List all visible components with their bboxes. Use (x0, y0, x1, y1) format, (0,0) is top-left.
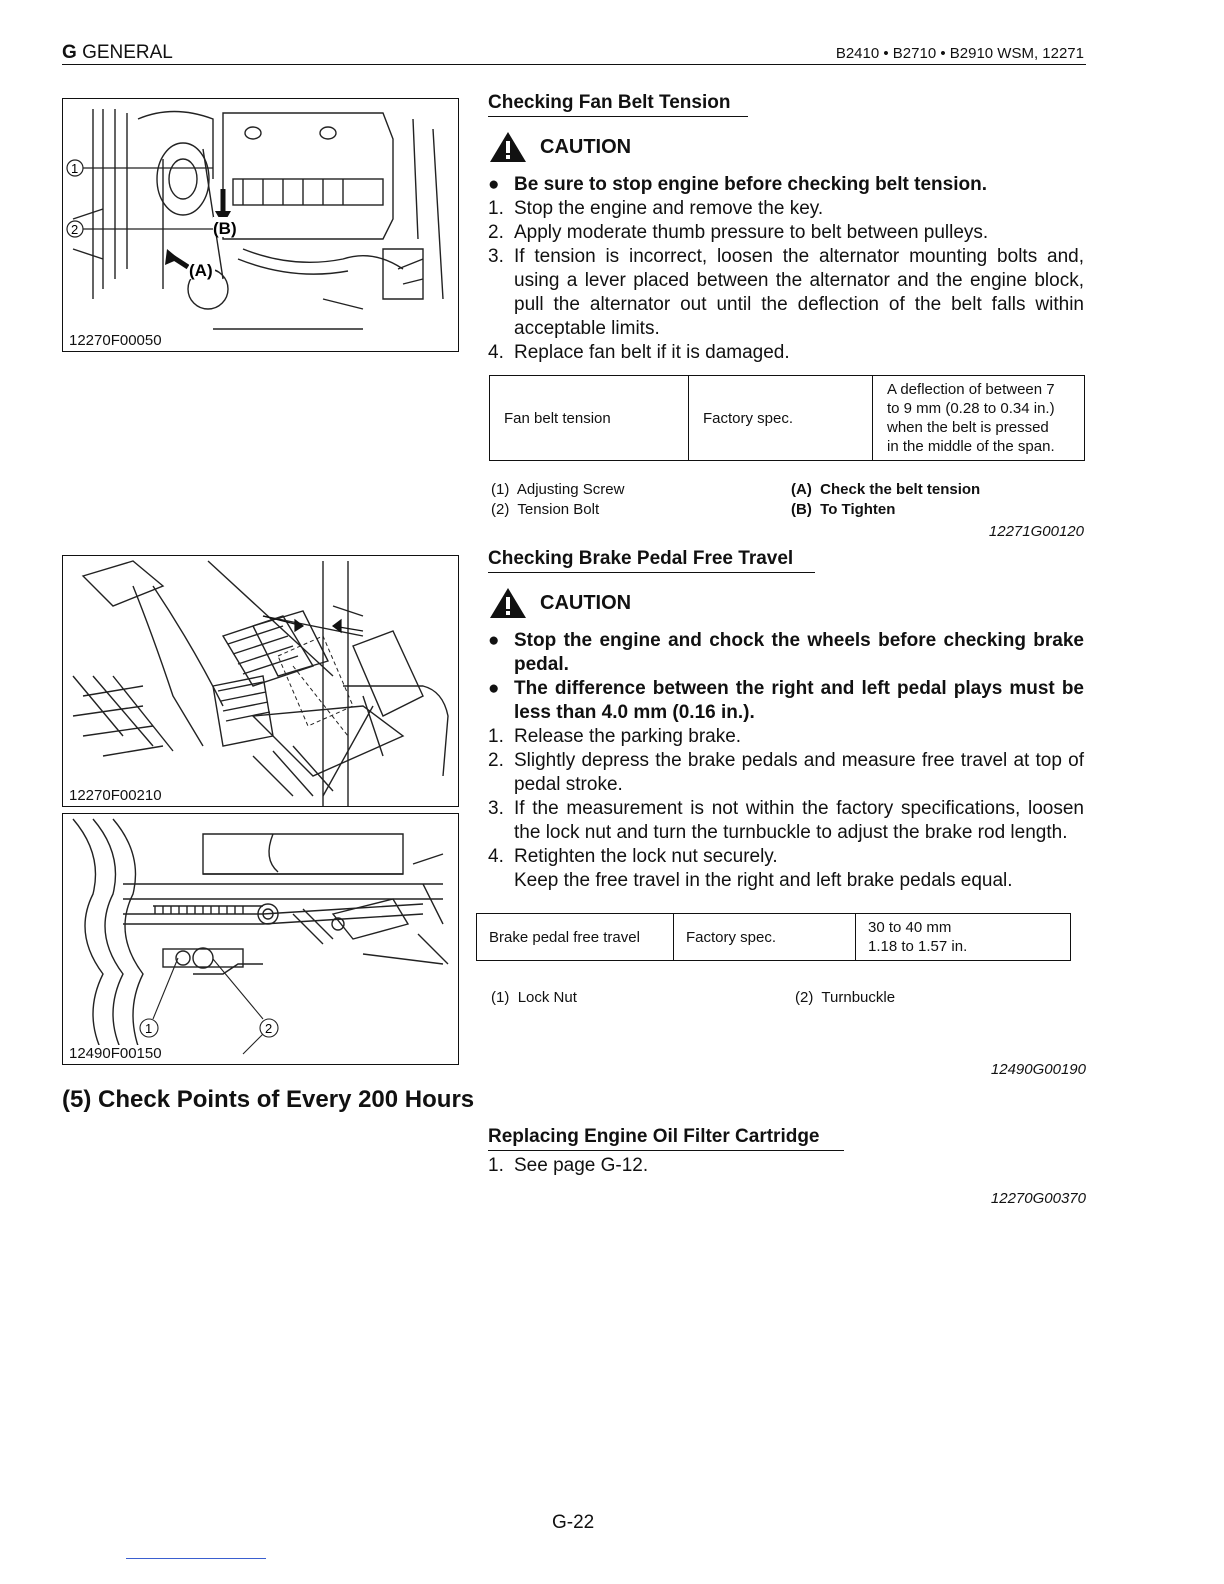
doc-code: 12490G00190 (990, 1061, 1086, 1078)
step: 1. See page G-12. (488, 1155, 649, 1176)
spec-value: A deflection of between 7 to 9 mm (0.28 to 0.34 in.) when the belt is pressed in the middle of the span. (873, 376, 1085, 461)
figure-fan-belt (62, 98, 459, 352)
brake-caution (488, 586, 631, 620)
fan-belt-title: Checking Fan Belt Tension (488, 92, 748, 117)
step: 1. Release the parking brake. (488, 726, 742, 747)
spec-item: Fan belt tension (490, 376, 689, 461)
oil-filter-title: Replacing Engine Oil Filter Cartridge (488, 1126, 844, 1151)
fan-belt-caution (488, 130, 631, 164)
step: 1. Stop the engine and remove the key. (488, 198, 824, 219)
figure-code: 12270F00210 (69, 787, 162, 804)
oil-filter-instructions (488, 1154, 1084, 1178)
callout-a: (A) (189, 261, 213, 280)
caution-label: CAUTION (540, 135, 632, 158)
bullet-icon: ● (488, 678, 500, 699)
warning-triangle-icon (488, 130, 528, 164)
spec-type: Factory spec. (689, 376, 873, 461)
legend-item: (B) To Tighten (791, 501, 896, 518)
caution-bullet: ● Stop the engine and chock the wheels before checking brake pedal. (488, 630, 1084, 675)
bullet-icon: ● (488, 630, 500, 651)
step: 3. If the measurement is not within the factory specifications, loosen the lock nut and turn the turnbuckle to adjust the brake rod length. (488, 798, 1084, 843)
step: 4. Retighten the lock nut securely. Keep the free travel in the right and left brake pedals equal. (488, 846, 1013, 891)
section-name: GENERAL (82, 42, 173, 63)
figure-code: 12270F00050 (69, 332, 162, 349)
section-5-title: (5) Check Points of Every 200 Hours (62, 1086, 475, 1113)
caution-label: CAUTION (540, 591, 632, 614)
brake-instructions (488, 629, 1084, 893)
section-header (62, 42, 173, 64)
warning-triangle-icon (488, 586, 528, 620)
legend-item: (1) Lock Nut (491, 989, 577, 1006)
brake-spec-table (476, 913, 1071, 961)
page-number: G-22 (552, 1512, 595, 1533)
legend-item: (A) Check the belt tension (791, 481, 981, 498)
step: 3. If tension is incorrect, loosen the alternator mounting bolts and, using a lever placed between the alternator and the engine block, pull the alternator out until the deflection of the belt falls within acceptable limits. (488, 246, 1084, 339)
brake-title: Checking Brake Pedal Free Travel (488, 548, 815, 573)
caution-bullet: ● Be sure to stop engine before checking belt tension. (488, 174, 987, 195)
callout-b: (B) (213, 219, 237, 238)
doc-code: 12270G00370 (990, 1190, 1086, 1207)
bullet-icon: ● (488, 174, 500, 195)
legend-item: (2) Turnbuckle (795, 989, 896, 1006)
step-note: Keep the free travel in the right and left brake pedals equal. (514, 870, 1013, 891)
footer-line (126, 1558, 266, 1559)
step: 2. Slightly depress the brake pedals and measure free travel at top of pedal stroke. (488, 750, 1084, 795)
fan-belt-instructions (488, 173, 1084, 365)
step: 2. Apply moderate thumb pressure to belt between pulleys. (488, 222, 989, 243)
legend-item: (1) Adjusting Screw (491, 481, 625, 498)
callout-1: 1 (145, 1021, 153, 1036)
spec-value: 30 to 40 mm 1.18 to 1.57 in. (856, 914, 1071, 961)
brake-pedal-illustration (63, 556, 458, 806)
brake-linkage-illustration (63, 814, 458, 1064)
step: 4. Replace fan belt if it is damaged. (488, 342, 790, 363)
callout-2: 2 (71, 222, 79, 237)
caution-bullet: ● The difference between the right and left pedal plays must be less than 4.0 mm (0.16 in.). (488, 678, 1084, 723)
model-info: B2410 • B2710 • B2910 WSM, 12271 (835, 45, 1084, 62)
spec-type: Factory spec. (674, 914, 856, 961)
fan-belt-illustration (63, 99, 458, 351)
legend-item: (2) Tension Bolt (491, 501, 600, 518)
figure-brake-pedals (62, 555, 459, 807)
figure-brake-linkage (62, 813, 459, 1065)
figure-code: 12490F00150 (69, 1045, 162, 1062)
fan-belt-spec-table (489, 375, 1085, 461)
header-rule (62, 64, 1086, 65)
spec-item: Brake pedal free travel (477, 914, 674, 961)
callout-1: 1 (71, 161, 79, 176)
doc-code: 12271G00120 (988, 523, 1084, 540)
section-letter: G (62, 42, 77, 63)
callout-2: 2 (265, 1021, 273, 1036)
